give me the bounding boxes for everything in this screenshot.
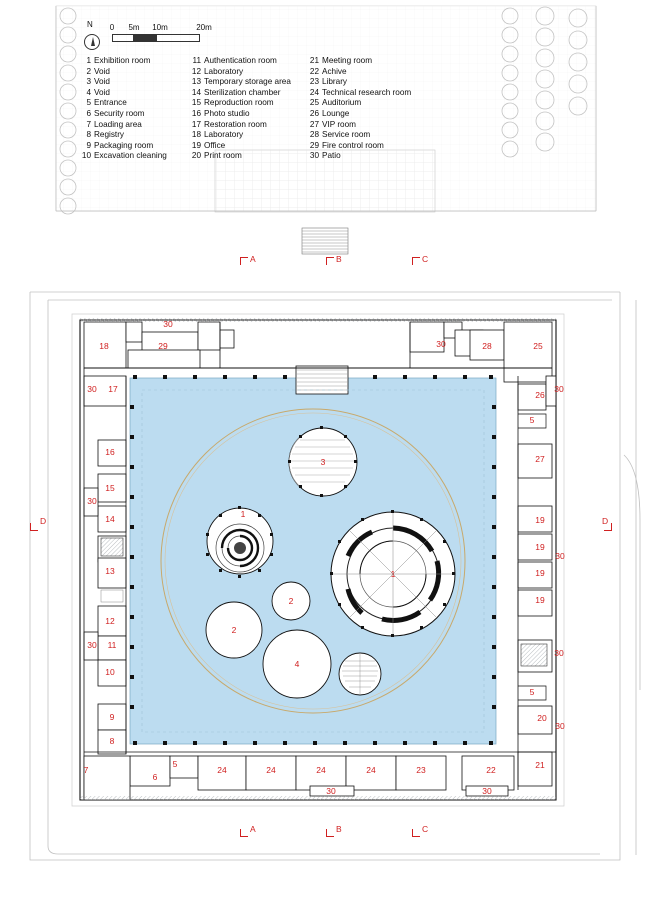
room-number-label: 11 <box>107 640 117 650</box>
legend-num: 13 <box>191 77 201 87</box>
legend-num: 9 <box>86 140 91 150</box>
room-number-label: 18 <box>99 341 109 351</box>
legend-num: 12 <box>191 66 201 76</box>
legend-label: Photo studio <box>204 108 250 118</box>
section-tick <box>326 829 334 837</box>
legend-item <box>188 98 306 109</box>
legend-num: 16 <box>191 108 201 118</box>
room-number-label: 24 <box>316 765 326 775</box>
section-mark-d: D <box>602 516 609 526</box>
room-number-label: 19 <box>535 515 545 525</box>
legend-label: Void <box>94 77 110 87</box>
legend-num: 27 <box>309 119 319 129</box>
legend-item <box>188 151 306 162</box>
legend-table <box>78 56 498 162</box>
room-number-label: 28 <box>482 341 492 351</box>
section-mark-a: A <box>250 824 256 834</box>
legend-num: 18 <box>191 130 201 140</box>
legend-label: Excavation cleaning <box>94 151 167 161</box>
room-number-label: 5 <box>529 415 535 425</box>
room-number-label: 8 <box>109 736 115 746</box>
room-number-label: 30 <box>554 648 564 658</box>
legend-item <box>78 109 188 120</box>
legend-num: 10 <box>81 151 91 161</box>
legend-num: 4 <box>86 87 91 97</box>
legend-num: 26 <box>309 108 319 118</box>
legend-label: Registry <box>94 130 125 140</box>
room-number-label: 30 <box>87 640 97 650</box>
room-number-label: 25 <box>533 341 543 351</box>
legend-label: Loading area <box>94 119 142 129</box>
legend-item <box>78 77 188 88</box>
room-number-label: 30 <box>436 339 446 349</box>
section-mark-a: A <box>250 254 256 264</box>
legend-num: 5 <box>86 98 91 108</box>
legend-item <box>188 67 306 78</box>
scale-tick-10: 10m <box>152 23 168 32</box>
legend-label: Achive <box>322 66 347 76</box>
legend-label: Security room <box>94 108 145 118</box>
legend-num: 8 <box>86 130 91 140</box>
legend-label: Office <box>204 140 226 150</box>
legend-label: Void <box>94 87 110 97</box>
scale-bar <box>78 20 498 52</box>
legend-num: 7 <box>86 119 91 129</box>
legend-num: 11 <box>192 56 201 65</box>
room-number-label: 22 <box>486 765 496 775</box>
room-number-label: 30 <box>326 786 336 796</box>
legend-num: 25 <box>309 98 319 108</box>
legend-item <box>306 77 424 88</box>
section-tick <box>240 829 248 837</box>
legend-num: 29 <box>309 140 319 150</box>
legend-label: Auditorium <box>322 98 362 108</box>
legend-column-2 <box>188 56 306 162</box>
legend-column-3 <box>306 56 424 162</box>
legend-label: Lounge <box>322 108 350 118</box>
legend-num: 22 <box>309 66 319 76</box>
legend-label: Print room <box>204 151 242 161</box>
legend-label: Authentication room <box>204 56 277 65</box>
legend-item <box>78 141 188 152</box>
room-number-label: 2 <box>288 596 294 606</box>
legend-column-1 <box>78 56 188 162</box>
legend-num: 20 <box>191 151 201 161</box>
legend-num: 2 <box>86 66 91 76</box>
room-number-label: 30 <box>555 551 565 561</box>
room-number-label: 1 <box>390 569 396 579</box>
legend-item <box>306 141 424 152</box>
legend-label: Laboratory <box>204 130 244 140</box>
legend-label: Fire control room <box>322 140 384 150</box>
legend-item <box>188 109 306 120</box>
room-number-label: 12 <box>105 616 115 626</box>
scale-tick-5: 5m <box>128 23 140 32</box>
room-number-label: 4 <box>294 659 300 669</box>
room-number-label: 6 <box>152 772 158 782</box>
legend-label: Meeting room <box>322 56 373 65</box>
legend-item <box>306 98 424 109</box>
room-number-label: 15 <box>105 483 115 493</box>
legend-item <box>188 88 306 99</box>
section-mark-c: C <box>422 824 429 834</box>
section-mark-d: D <box>40 516 47 526</box>
room-number-label: 5 <box>172 759 178 769</box>
room-number-label: 27 <box>535 454 545 464</box>
legend-item <box>188 130 306 141</box>
legend-label: Technical research room <box>322 87 412 97</box>
legend-item <box>78 151 188 162</box>
room-number-label: 30 <box>554 384 564 394</box>
legend-num: 17 <box>191 119 201 129</box>
legend-label: Entrance <box>94 98 127 108</box>
legend-item <box>306 109 424 120</box>
legend-item <box>188 120 306 131</box>
legend-label: Void <box>94 66 110 76</box>
section-tick <box>412 829 420 837</box>
room-number-label: 1 <box>240 509 246 519</box>
room-number-label: 7 <box>83 765 89 775</box>
scale-tick-0: 0 <box>109 23 115 32</box>
section-tick <box>326 257 334 265</box>
legend-label: Reproduction room <box>204 98 274 108</box>
legend-item <box>188 141 306 152</box>
room-number-label: 14 <box>105 514 115 524</box>
legend-item <box>78 130 188 141</box>
room-number-label: 30 <box>87 384 97 394</box>
legend-num: 15 <box>191 98 201 108</box>
legend-item <box>78 120 188 131</box>
legend-item <box>188 56 306 67</box>
room-number-label: 30 <box>163 319 173 329</box>
legend-item <box>306 67 424 78</box>
room-number-label: 3 <box>320 457 326 467</box>
legend-item <box>306 130 424 141</box>
section-mark-b: B <box>336 254 342 264</box>
section-tick <box>604 523 612 531</box>
room-number-label: 24 <box>266 765 276 775</box>
section-tick <box>240 257 248 265</box>
legend-num: 3 <box>86 77 91 87</box>
legend-label: Restoration room <box>204 119 267 129</box>
room-number-label: 30 <box>555 721 565 731</box>
room-number-label: 19 <box>535 595 545 605</box>
legend-block <box>78 20 498 162</box>
room-number-label: 23 <box>416 765 426 775</box>
north-label: N <box>87 20 93 29</box>
legend-label: Service room <box>322 130 371 140</box>
legend-item <box>78 88 188 99</box>
legend-label: Library <box>322 77 348 87</box>
legend-num: 14 <box>191 87 201 97</box>
room-number-label: 24 <box>217 765 227 775</box>
legend-num: 28 <box>309 130 319 140</box>
legend-label: VIP room <box>322 119 356 129</box>
legend-label: Temporary storage area <box>204 77 291 87</box>
legend-label: Sterilization chamber <box>204 87 281 97</box>
legend-num: 19 <box>191 140 201 150</box>
room-number-label: 17 <box>108 384 118 394</box>
legend-label: Laboratory <box>204 66 244 76</box>
room-number-label: 21 <box>535 760 545 770</box>
scale-ticks <box>109 23 232 43</box>
scale-tick-20: 20m <box>196 23 212 32</box>
north-arrow-head-icon <box>91 37 95 46</box>
legend-num: 24 <box>309 87 319 97</box>
room-number-label: 16 <box>105 447 115 457</box>
legend-item <box>78 67 188 78</box>
legend-item <box>78 56 188 67</box>
legend-item <box>306 151 424 162</box>
room-number-label: 26 <box>535 390 545 400</box>
room-number-label: 30 <box>87 496 97 506</box>
room-number-label: 19 <box>535 568 545 578</box>
room-number-label: 29 <box>158 341 168 351</box>
legend-num: 21 <box>309 56 319 65</box>
legend-item <box>78 98 188 109</box>
room-number-label: 5 <box>529 687 535 697</box>
section-mark-b: B <box>336 824 342 834</box>
room-number-label: 2 <box>231 625 237 635</box>
legend-label: Exhibition room <box>94 56 151 65</box>
room-number-label: 30 <box>482 786 492 796</box>
legend-label: Packaging room <box>94 140 154 150</box>
room-number-label: 19 <box>535 542 545 552</box>
section-tick <box>30 523 38 531</box>
room-number-label: 10 <box>105 667 115 677</box>
legend-num: 6 <box>86 108 91 118</box>
room-number-label: 13 <box>105 566 115 576</box>
legend-num: 30 <box>309 151 319 161</box>
legend-num: 1 <box>86 56 91 65</box>
room-number-label: 24 <box>366 765 376 775</box>
legend-item <box>306 88 424 99</box>
legend-item <box>188 77 306 88</box>
room-number-label: 20 <box>537 713 547 723</box>
legend-label: Patio <box>322 151 341 161</box>
legend-item <box>306 120 424 131</box>
section-tick <box>412 257 420 265</box>
legend-item <box>306 56 424 67</box>
section-mark-c: C <box>422 254 429 264</box>
room-number-label: 9 <box>109 712 115 722</box>
legend-num: 23 <box>309 77 319 87</box>
